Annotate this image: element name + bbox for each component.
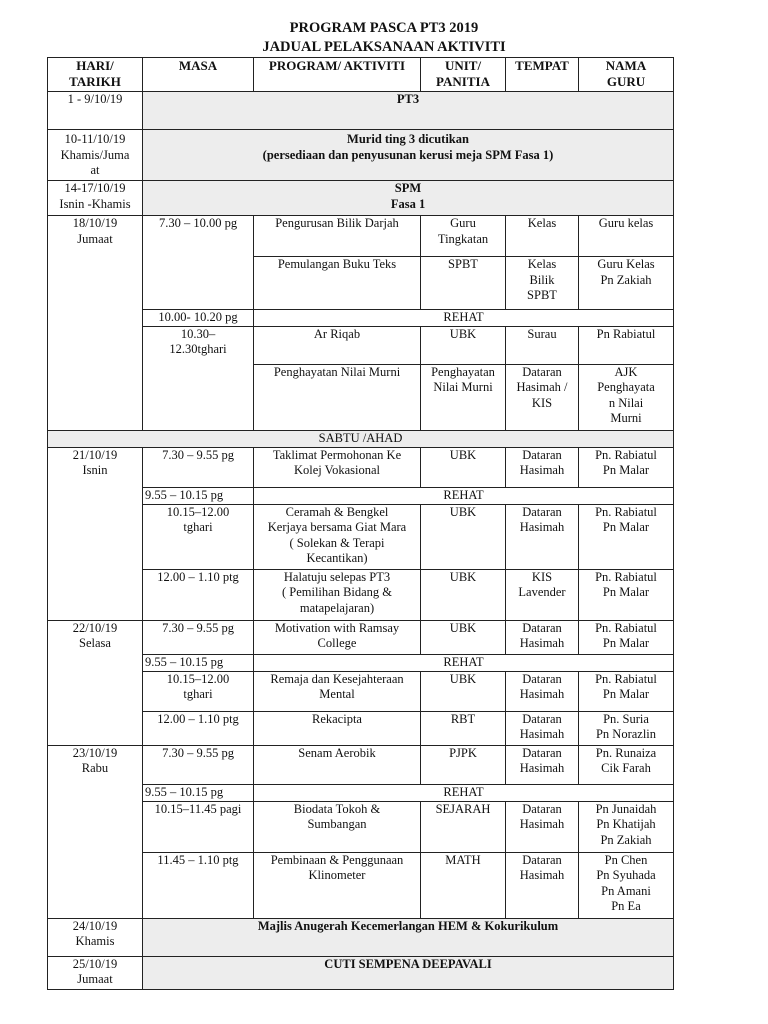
guru-cell: Pn Rabiatul: [579, 326, 674, 364]
event-cell: Majlis Anugerah Kecemerlangan HEM & Kokurikulum: [143, 918, 674, 956]
program-cell: Motivation with Ramsay College: [254, 620, 421, 654]
unit-cell: Guru Tingkatan: [421, 216, 506, 257]
guru-cell: Pn. Rabiatul Pn Malar: [579, 620, 674, 654]
tempat-cell: Dataran Hasimah: [506, 620, 579, 654]
guru-cell: Pn. Runaiza Cik Farah: [579, 745, 674, 784]
tempat-cell: Dataran Hasimah: [506, 447, 579, 487]
guru-cell: Guru Kelas Pn Zakiah: [579, 257, 674, 310]
guru-cell: Pn. Rabiatul Pn Malar: [579, 504, 674, 569]
masa-cell: 12.00 – 1.10 ptg: [143, 569, 254, 620]
table-row: [48, 181, 674, 216]
guru-cell: Pn. Rabiatul Pn Malar: [579, 671, 674, 711]
program-cell: Pemulangan Buku Teks: [254, 257, 421, 310]
event-cell: CUTI SEMPENA DEEPAVALI: [143, 956, 674, 989]
tempat-cell: KIS Lavender: [506, 569, 579, 620]
masa-cell: 10.00- 10.20 pg: [143, 310, 254, 327]
tempat-cell: Dataran Hasimah / KIS: [506, 364, 579, 430]
table-row: [48, 447, 674, 487]
unit-cell: Penghayatan Nilai Murni: [421, 364, 506, 430]
document-title: PROGRAM PASCA PT3 2019: [289, 20, 479, 36]
tempat-cell: Surau: [506, 326, 579, 364]
table-row: [48, 130, 674, 181]
guru-cell: Pn Junaidah Pn Khatijah Pn Zakiah: [579, 801, 674, 852]
masa-cell: 9.55 – 10.15 pg: [143, 784, 254, 801]
program-cell: Taklimat Permohonan Ke Kolej Vokasional: [254, 447, 421, 487]
masa-cell: 7.30 – 10.00 pg: [143, 216, 254, 310]
program-cell: Rekacipta: [254, 711, 421, 745]
tempat-cell: Dataran Hasimah: [506, 852, 579, 918]
masa-cell: 9.55 – 10.15 pg: [143, 654, 254, 671]
date-cell: 24/10/19 Khamis: [48, 918, 143, 956]
program-cell: Halatuju selepas PT3 ( Pemilihan Bidang & matapelajaran): [254, 569, 421, 620]
program-cell: Penghayatan Nilai Murni: [254, 364, 421, 430]
table-row: [48, 92, 674, 130]
tempat-cell: Dataran Hasimah: [506, 671, 579, 711]
masa-cell: 11.45 – 1.10 ptg: [143, 852, 254, 918]
rehat-cell: REHAT: [254, 784, 674, 801]
unit-cell: UBK: [421, 504, 506, 569]
table-row: [48, 918, 674, 956]
date-cell: 1 - 9/10/19: [48, 92, 143, 130]
date-cell: 14-17/10/19 Isnin -Khamis: [48, 181, 143, 216]
program-cell: Senam Aerobik: [254, 745, 421, 784]
guru-cell: Pn Chen Pn Syuhada Pn Amani Pn Ea: [579, 852, 674, 918]
event-cell: SPM Fasa 1: [143, 181, 674, 216]
date-cell: 25/10/19 Jumaat: [48, 956, 143, 989]
date-cell: 18/10/19 Jumaat: [48, 216, 143, 431]
guru-cell: Pn. Suria Pn Norazlin: [579, 711, 674, 745]
masa-cell: 7.30 – 9.55 pg: [143, 620, 254, 654]
guru-cell: Pn. Rabiatul Pn Malar: [579, 569, 674, 620]
masa-cell: 7.30 – 9.55 pg: [143, 447, 254, 487]
tempat-cell: Dataran Hasimah: [506, 711, 579, 745]
guru-cell: Guru kelas: [579, 216, 674, 257]
header-unit: UNIT/ PANITIA: [421, 58, 506, 92]
event-cell: Murid ting 3 dicutikan (persediaan dan penyusunan kerusi meja SPM Fasa 1): [143, 130, 674, 181]
date-cell: 22/10/19 Selasa: [48, 620, 143, 745]
unit-cell: PJPK: [421, 745, 506, 784]
date-cell: 10-11/10/19 Khamis/Juma at: [48, 130, 143, 181]
masa-cell: 10.15–12.00 tghari: [143, 671, 254, 711]
header-row: [48, 58, 674, 92]
unit-cell: SEJARAH: [421, 801, 506, 852]
header-program: PROGRAM/ AKTIVITI: [254, 58, 421, 92]
guru-cell: Pn. Rabiatul Pn Malar: [579, 447, 674, 487]
masa-cell: 9.55 – 10.15 pg: [143, 487, 254, 504]
unit-cell: MATH: [421, 852, 506, 918]
unit-cell: RBT: [421, 711, 506, 745]
table-row: [48, 745, 674, 784]
date-cell: 23/10/19 Rabu: [48, 745, 143, 918]
unit-cell: UBK: [421, 447, 506, 487]
weekend-row: [48, 430, 674, 447]
tempat-cell: Dataran Hasimah: [506, 745, 579, 784]
unit-cell: UBK: [421, 569, 506, 620]
masa-cell: 7.30 – 9.55 pg: [143, 745, 254, 784]
event-cell: PT3: [143, 92, 674, 130]
masa-cell: 10.15–12.00 tghari: [143, 504, 254, 569]
unit-cell: UBK: [421, 671, 506, 711]
guru-cell: AJK Penghayata n Nilai Murni: [579, 364, 674, 430]
masa-cell: 12.00 – 1.10 ptg: [143, 711, 254, 745]
schedule-table: [47, 57, 674, 990]
tempat-cell: Kelas: [506, 216, 579, 257]
date-cell: 21/10/19 Isnin: [48, 447, 143, 620]
header-masa: MASA: [143, 58, 254, 92]
table-row: [48, 620, 674, 654]
program-cell: Pengurusan Bilik Darjah: [254, 216, 421, 257]
rehat-cell: REHAT: [254, 487, 674, 504]
rehat-cell: REHAT: [254, 310, 674, 327]
program-cell: Pembinaan & Penggunaan Klinometer: [254, 852, 421, 918]
table-row: [48, 956, 674, 989]
tempat-cell: Dataran Hasimah: [506, 504, 579, 569]
document-subtitle: JADUAL PELAKSANAAN AKTIVITI: [262, 39, 506, 55]
weekend-cell: SABTU /AHAD: [48, 430, 674, 447]
program-cell: Remaja dan Kesejahteraan Mental: [254, 671, 421, 711]
unit-cell: UBK: [421, 620, 506, 654]
unit-cell: SPBT: [421, 257, 506, 310]
program-cell: Biodata Tokoh & Sumbangan: [254, 801, 421, 852]
header-guru: NAMA GURU: [579, 58, 674, 92]
header-hari-tarikh: HARI/ TARIKH: [48, 58, 143, 92]
program-cell: Ceramah & Bengkel Kerjaya bersama Giat Mara ( Solekan & Terapi Kecantikan): [254, 504, 421, 569]
masa-cell: 10.15–11.45 pagi: [143, 801, 254, 852]
unit-cell: UBK: [421, 326, 506, 364]
table-row: [48, 216, 674, 257]
tempat-cell: Kelas Bilik SPBT: [506, 257, 579, 310]
masa-cell: 10.30– 12.30tghari: [143, 326, 254, 430]
header-tempat: TEMPAT: [506, 58, 579, 92]
program-cell: Ar Riqab: [254, 326, 421, 364]
tempat-cell: Dataran Hasimah: [506, 801, 579, 852]
rehat-cell: REHAT: [254, 654, 674, 671]
